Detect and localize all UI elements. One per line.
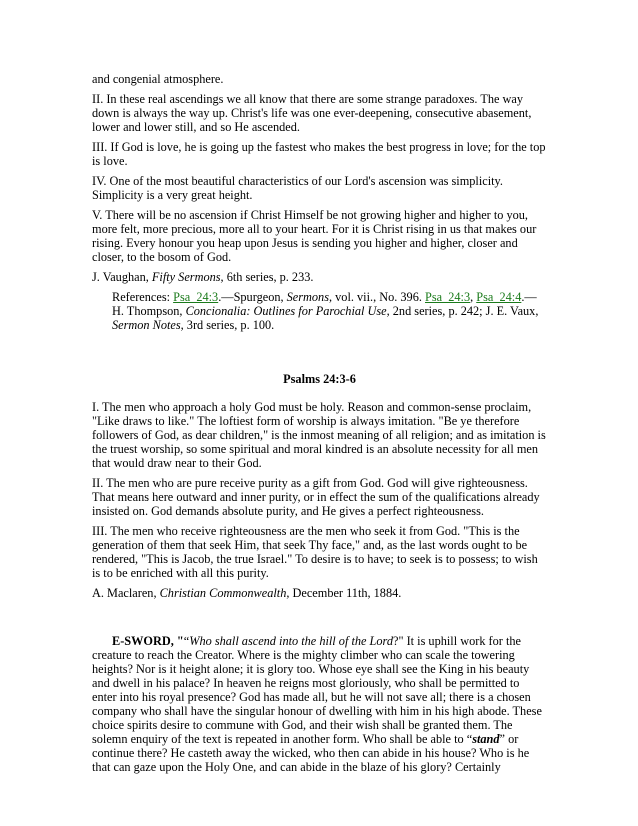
paragraph: I. The men who approach a holy God must be holy. Reason and common-sense proclaim, "Like draws to like." The loftiest form of worship is always imitation. "Be ye therefore followers of God, as dear children," is the inmost meaning of all religion; and as imitation is the truest worship, so some spiritual and moral kindred is an absolute necessity for all men that would draw near to their God. xyxy=(92,400,546,470)
scripture-link[interactable]: Psa_24:3 xyxy=(425,290,471,304)
paragraph: and congenial atmosphere. xyxy=(92,72,224,86)
section-heading: Psalms 24:3-6 xyxy=(283,372,356,386)
book-title: Christian Commonwealth, xyxy=(159,586,290,600)
scripture-link[interactable]: Psa_24:4 xyxy=(476,290,522,304)
references: References: Psa_24:3.—Spurgeon, Sermons, vol. vii., No. 396. Psa_24:3, Psa_24:4.—H. Thompson, Concionalia: Outlines for Parochial Use, 2nd series, p. 242; J. E. Vaux, Sermon Notes, 3rd series, p. 100. xyxy=(112,290,539,332)
paragraph: III. If God is love, he is going up the fastest who makes the best progress in love; for the top is love. xyxy=(92,140,546,168)
paragraph: IV. One of the most beautiful characteristics of our Lord's ascension was simplicity. Simplicity is a very great height. xyxy=(92,174,503,202)
citation: J. Vaughan, Fifty Sermons, 6th series, p. 233. xyxy=(92,270,314,284)
quoted-verse: Who shall ascend into the hill of the Lord xyxy=(189,634,394,648)
citation: A. Maclaren, Christian Commonwealth, December 11th, 1884. xyxy=(92,586,402,600)
esword-label: E-SWORD, " xyxy=(112,634,184,648)
paragraph: II. In these real ascendings we all know that there are some strange paradoxes. The way down is always the way up. Christ's life was one ever-deepening, consecutive abasement, lower and lower still, and so He ascended. xyxy=(92,92,532,134)
document-page xyxy=(92,72,547,780)
scripture-link[interactable]: Psa_24:3 xyxy=(173,290,219,304)
book-title: Fifty Sermons, xyxy=(151,270,224,284)
paragraph: III. The men who receive righteousness are the men who seek it from God. "This is the generation of them that seek Him, that seek Thy face," and, as the last words ought to be rendered, "This is Jacob, the true Israel." To desire is to have; to seek is to possess; to wish is to be enriched with all this purity. xyxy=(92,524,538,580)
paragraph: V. There will be no ascension if Christ Himself be not growing higher and higher to you, more felt, more precious, more all to your heart. For it is Christ rising in us that makes our rising. Every honour you heap upon Jesus is sending you higher and higher, closer and closer, to the bosom of God. xyxy=(92,208,537,264)
esword-commentary: E-SWORD, "“Who shall ascend into the hill of the Lord?" It is uphill work for the creature to reach the Creator. Where is the mighty climber who can scale the towering heights? Nor is it height alone; it is glory too. Whose eye shall see the King in his beauty and dwell in his palace? In heaven he reigns most gloriously, who shall be permitted to enter into his royal presence? God has made all, but he will not save all; there is a chosen company who shall have the singular honour of dwelling with him in his high abode. These choice spirits desire to commune with God, and their wish shall be granted them. The solemn enquiry of the text is repeated in another form. Who shall be able to “stand” or continue there? He casteth away the wicked, who then can abide in his house? Who is he that can gaze upon the Holy One, and can abide in the blaze of his glory? Certainly xyxy=(92,634,542,774)
paragraph: II. The men who are pure receive purity as a gift from God. God will give righteousness. That means here outward and inner purity, or in effect the sum of the qualifications already insisted on. God demands absolute purity, and He gives a perfect righteousness. xyxy=(92,476,540,518)
